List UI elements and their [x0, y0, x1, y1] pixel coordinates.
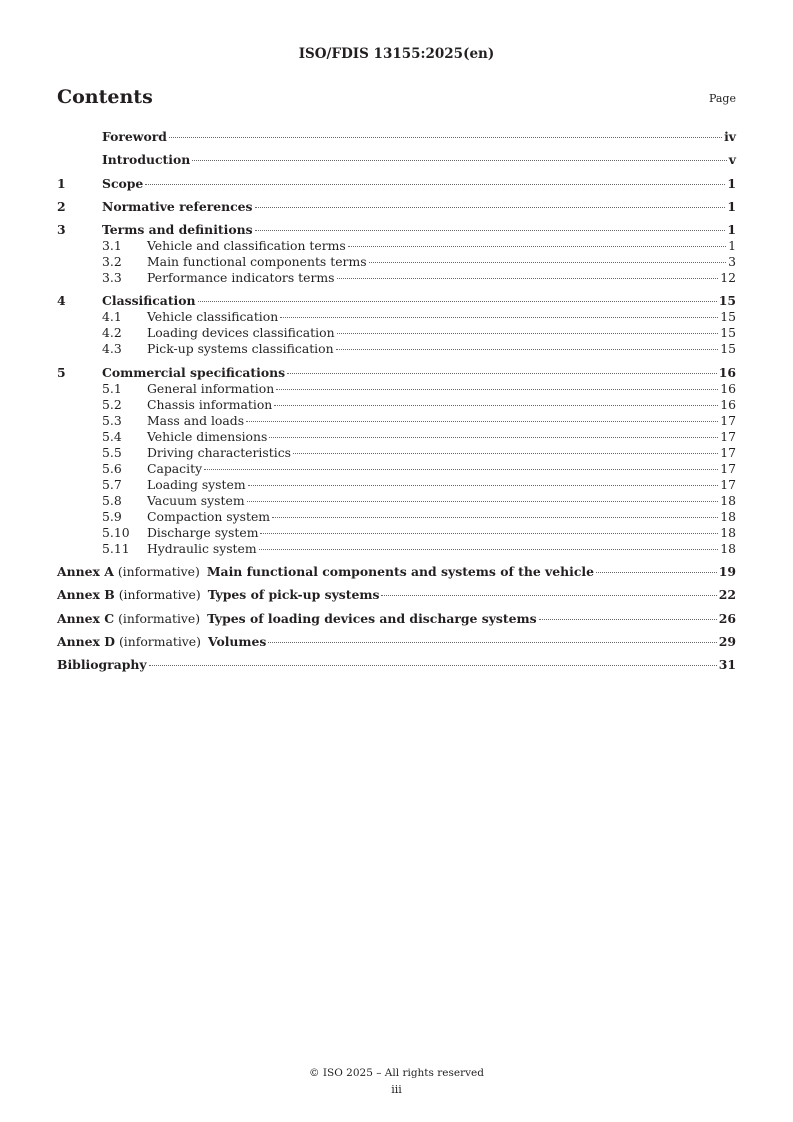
toc-subentry-number: 5.3 [102, 412, 122, 428]
annex-page: 26 [718, 610, 736, 626]
toc-entry[interactable] [57, 222, 736, 238]
toc-subentry-page: 17 [720, 412, 736, 428]
toc-subentry-page: 15 [720, 325, 736, 341]
annex-title: Types of loading devices and discharge systems [207, 610, 537, 626]
toc-subentry-number: 5.6 [102, 460, 122, 476]
toc-subentry[interactable] [57, 413, 736, 429]
toc-subentry-title: Hydraulic system [147, 540, 257, 556]
toc-dot-leader [539, 619, 717, 620]
toc-subentry-title: Vehicle dimensions [147, 428, 268, 444]
toc-subentry-title: Driving characteristics [147, 444, 291, 460]
toc-dot-leader [596, 572, 717, 573]
toc-subentry-title: Vacuum system [147, 492, 245, 508]
document-id-header: ISO/FDIS 13155:2025(en) [298, 46, 495, 62]
toc-dot-leader [272, 517, 718, 518]
toc-entry[interactable] [57, 199, 736, 215]
toc-subentry[interactable] [57, 461, 736, 477]
toc-annex-entry[interactable] [57, 564, 736, 580]
toc-entry-title: Classification [102, 293, 196, 309]
toc-subentry-number: 4.1 [102, 309, 122, 325]
toc-subentry-number: 5.11 [102, 540, 130, 556]
toc-dot-leader [192, 160, 727, 161]
toc-entry-page: 16 [718, 364, 736, 380]
toc-subentry-number: 5.4 [102, 428, 122, 444]
annex-label: Annex A [57, 564, 114, 580]
toc-entry[interactable] [57, 365, 736, 381]
annex-title: Volumes [207, 633, 267, 649]
toc-entry-title: Introduction [102, 152, 191, 168]
toc-subentry-number: 5.9 [102, 508, 122, 524]
toc-subentry-number: 4.2 [102, 325, 122, 341]
toc-entry-page: iv [724, 129, 736, 144]
contents-title: Contents [57, 86, 153, 108]
table-of-contents [57, 129, 736, 673]
annex-informative-note: (informative) [117, 564, 200, 580]
toc-subentry-page: 12 [720, 270, 736, 286]
toc-subentry[interactable] [57, 341, 736, 357]
toc-subentry-title: Vehicle classification [147, 309, 279, 325]
toc-subentry-number: 3.1 [102, 238, 122, 254]
toc-dot-leader [268, 642, 716, 643]
annex-label: Annex D [57, 633, 115, 649]
toc-subentry-title: Vehicle and classification terms [147, 238, 346, 254]
toc-subentry-page: 3 [728, 254, 736, 270]
toc-subentry-number: 5.5 [102, 444, 122, 460]
bibliography-title: Bibliography [57, 657, 147, 673]
toc-subentry[interactable] [57, 381, 736, 397]
annex-informative-note: (informative) [118, 610, 201, 626]
toc-dot-leader [336, 349, 719, 350]
toc-dot-leader [198, 301, 717, 302]
toc-entry-title: Terms and definitions [102, 222, 253, 238]
toc-entry-page: v [728, 152, 736, 168]
toc-dot-leader [259, 549, 719, 550]
toc-subentry[interactable] [57, 525, 736, 541]
toc-entry-title: Scope [102, 175, 144, 191]
toc-subentry[interactable] [57, 309, 736, 325]
annex-page: 29 [718, 633, 736, 649]
toc-dot-leader [274, 405, 718, 406]
toc-subentry-page: 18 [720, 508, 736, 524]
toc-subentry-page: 18 [720, 540, 736, 556]
toc-dot-leader [169, 137, 722, 138]
toc-entry[interactable] [57, 129, 736, 145]
toc-dot-leader [145, 184, 725, 185]
toc-subentry-number: 5.10 [102, 524, 130, 540]
toc-subentry[interactable] [57, 541, 736, 557]
page-number: iii [391, 1083, 402, 1096]
toc-entry[interactable] [57, 176, 736, 192]
toc-entry-number: 3 [57, 222, 66, 238]
toc-dot-leader [204, 469, 718, 470]
toc-subentry-page: 1 [728, 238, 736, 254]
toc-subentry-number: 3.2 [102, 254, 122, 270]
toc-subentry-title: Capacity [147, 460, 203, 476]
toc-entry[interactable] [57, 293, 736, 309]
toc-dot-leader [149, 665, 717, 666]
toc-subentry-title: Compaction system [147, 508, 271, 524]
annex-informative-note: (informative) [118, 633, 201, 649]
annex-label: Annex C [57, 610, 115, 626]
toc-entry-number: 2 [57, 198, 66, 214]
toc-dot-leader [260, 533, 718, 534]
toc-annex-entry[interactable] [57, 634, 736, 650]
toc-dot-leader [381, 595, 716, 596]
toc-entry-page: 1 [727, 198, 736, 214]
toc-entry-title: Commercial specifications [102, 364, 286, 380]
toc-entry-page: 15 [718, 293, 736, 309]
toc-entry[interactable] [57, 152, 736, 168]
toc-dot-leader [369, 262, 727, 263]
toc-entry-page: 1 [727, 222, 736, 238]
annex-title: Main functional components and systems of the vehicle [206, 564, 594, 580]
toc-subentry-title: Chassis information [147, 396, 273, 412]
toc-dot-leader [255, 207, 726, 208]
toc-subentry[interactable] [57, 429, 736, 445]
toc-subentry-title: General information [147, 380, 275, 396]
toc-dot-leader [247, 501, 719, 502]
annex-informative-note: (informative) [118, 587, 201, 603]
toc-subentry-number: 5.1 [102, 380, 122, 396]
toc-entry-page: 1 [727, 175, 736, 191]
toc-bibliography-entry[interactable] [57, 657, 736, 673]
toc-subentry[interactable] [57, 477, 736, 493]
toc-dot-leader [293, 453, 718, 454]
toc-dot-leader [280, 317, 718, 318]
toc-annex-entry[interactable] [57, 587, 736, 603]
toc-subentry-number: 5.2 [102, 396, 122, 412]
toc-entry-number: 4 [57, 293, 66, 309]
toc-subentry-page: 17 [720, 460, 736, 476]
toc-dot-leader [246, 421, 718, 422]
toc-dot-leader [337, 333, 719, 334]
toc-subentry-title: Loading system [147, 476, 246, 492]
annex-title: Types of pick-up systems [207, 587, 380, 603]
toc-dot-leader [348, 246, 726, 247]
toc-subentry-page: 16 [720, 396, 736, 412]
toc-subentry-number: 3.3 [102, 270, 122, 286]
annex-page: 22 [718, 587, 736, 603]
toc-subentry[interactable] [57, 493, 736, 509]
toc-subentry-page: 15 [720, 309, 736, 325]
toc-annex-entry[interactable] [57, 611, 736, 627]
toc-subentry[interactable] [57, 325, 736, 341]
toc-dot-leader [337, 278, 719, 279]
toc-subentry-number: 4.3 [102, 341, 122, 357]
toc-entry-number: 5 [57, 364, 66, 380]
toc-dot-leader [287, 373, 717, 374]
toc-subentry-page: 15 [720, 341, 736, 357]
toc-subentry-page: 18 [720, 492, 736, 508]
toc-subentry-page: 17 [720, 476, 736, 492]
toc-subentry-page: 18 [720, 524, 736, 540]
toc-entry-title: Foreword [102, 129, 167, 144]
toc-subentry[interactable] [57, 254, 736, 270]
toc-entry-number: 1 [57, 175, 66, 191]
toc-dot-leader [255, 230, 726, 231]
toc-subentry[interactable] [57, 238, 736, 254]
toc-subentry-page: 16 [720, 380, 736, 396]
page-column-label: Page [708, 92, 736, 105]
toc-subentry-page: 17 [720, 444, 736, 460]
toc-dot-leader [269, 437, 718, 438]
toc-subentry[interactable] [57, 397, 736, 413]
toc-subentry-title: Loading devices classification [147, 325, 335, 341]
toc-subentry-title: Main functional components terms [147, 254, 367, 270]
toc-subentry-title: Mass and loads [147, 412, 245, 428]
toc-subentry-title: Performance indicators terms [147, 270, 335, 286]
toc-subentry-title: Discharge system [147, 524, 259, 540]
bibliography-page: 31 [718, 657, 736, 673]
copyright-footer: © ISO 2025 – All rights reserved [309, 1067, 484, 1079]
annex-label: Annex B [57, 587, 115, 603]
toc-entry-title: Normative references [102, 198, 253, 214]
toc-dot-leader [248, 485, 719, 486]
toc-subentry[interactable] [57, 509, 736, 525]
toc-subentry-number: 5.8 [102, 492, 122, 508]
toc-subentry-page: 17 [720, 428, 736, 444]
toc-dot-leader [276, 389, 718, 390]
toc-subentry-title: Pick-up systems classification [147, 341, 334, 357]
toc-subentry-number: 5.7 [102, 476, 122, 492]
toc-subentry[interactable] [57, 445, 736, 461]
annex-page: 19 [718, 564, 736, 580]
toc-subentry[interactable] [57, 270, 736, 286]
